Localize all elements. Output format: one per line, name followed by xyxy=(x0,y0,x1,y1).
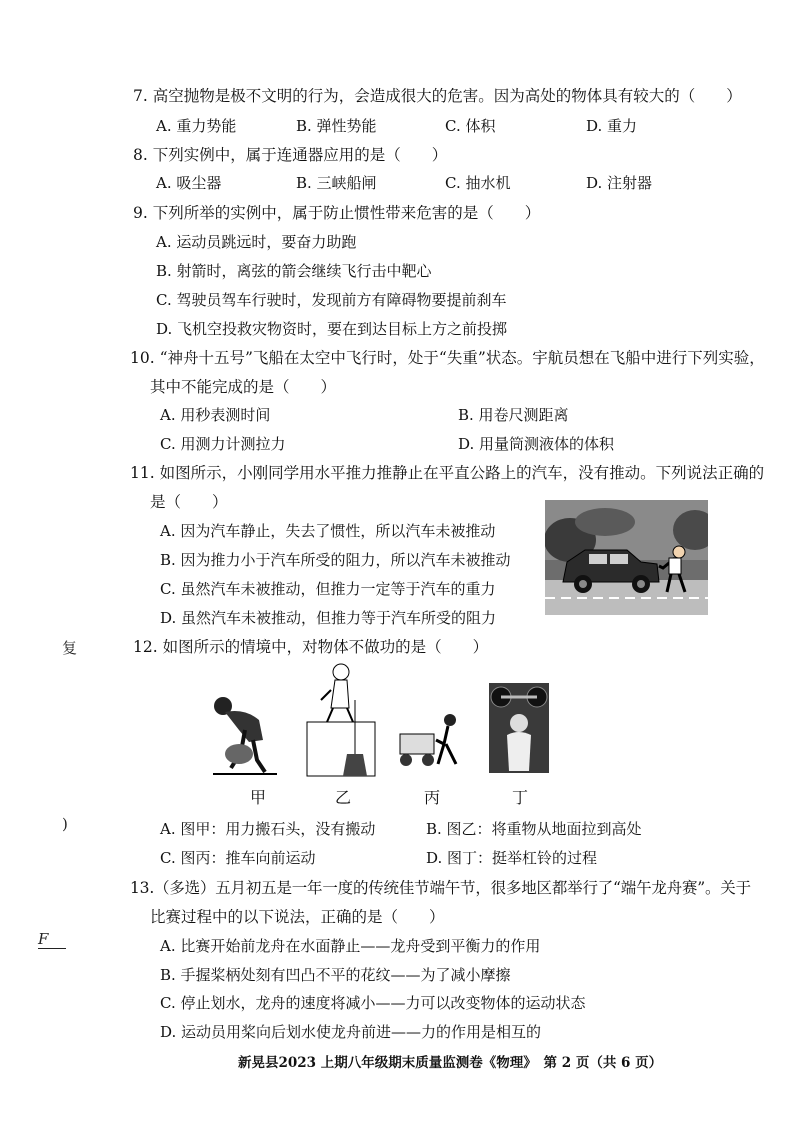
q12-figure-bing xyxy=(398,712,468,772)
question-7-option-b: B. 弹性势能 xyxy=(296,117,377,135)
question-8-option-c: C. 抽水机 xyxy=(445,174,511,192)
lifting-stone-illustration xyxy=(205,690,281,776)
question-11-option-b: B. 因为推力小于汽车所受的阻力，所以汽车未被推动 xyxy=(160,551,511,569)
question-8-option-b: B. 三峡船闸 xyxy=(296,174,377,192)
question-13-stem-line2: 比赛过程中的以下说法，正确的是（ ） xyxy=(150,908,445,926)
question-9-option-c: C. 驾驶员驾车行驶时，发现前方有障碍物要提前刹车 xyxy=(156,291,507,309)
q12-label-bing: 丙 xyxy=(424,788,441,807)
question-13-option-d: D. 运动员用桨向后划水使龙舟前进——力的作用是相互的 xyxy=(160,1023,542,1041)
question-7-option-c: C. 体积 xyxy=(445,117,496,135)
q11-figure-car-push xyxy=(545,500,708,615)
question-10-stem-line1: 10. “神舟十五号”飞船在太空中飞行时，处于“失重”状态。宇航员想在飞船中进行下列实验， xyxy=(130,349,765,367)
margin-f-mark xyxy=(38,930,66,949)
margin-char: 复 xyxy=(62,639,78,657)
question-8-option-d: D. 注射器 xyxy=(586,174,653,192)
page-footer: 新晃县2023 上期八年级期末质量监测卷《物理》 第 2 页（共 6 页） xyxy=(238,1055,663,1071)
question-10-option-c: C. 用测力计测拉力 xyxy=(160,435,286,453)
weightlifting-illustration xyxy=(489,683,549,773)
q12-figure-jia xyxy=(205,690,281,776)
question-7-option-a: A. 重力势能 xyxy=(156,117,237,135)
question-13-option-a: A. 比赛开始前龙舟在水面静止——龙舟受到平衡力的作用 xyxy=(160,937,541,955)
question-13-option-c: C. 停止划水，龙舟的速度将减小——力可以改变物体的运动状态 xyxy=(160,994,586,1012)
question-12-option-a: A. 图甲：用力搬石头，没有搬动 xyxy=(160,820,376,838)
pulling-weight-illustration xyxy=(305,660,377,778)
car-push-illustration xyxy=(545,500,708,615)
question-10-stem-line2: 其中不能完成的是（ ） xyxy=(150,378,337,396)
margin-paren: ) xyxy=(62,815,68,833)
question-9-option-b: B. 射箭时，离弦的箭会继续飞行击中靶心 xyxy=(156,262,432,280)
q12-label-ding: 丁 xyxy=(512,788,529,807)
question-11-option-a: A. 因为汽车静止，失去了惯性，所以汽车未被推动 xyxy=(160,522,496,540)
question-10-option-a: A. 用秒表测时间 xyxy=(160,406,271,424)
question-7-stem: 7. 高空抛物是极不文明的行为，会造成很大的危害。因为高处的物体具有较大的（ ） xyxy=(133,87,742,105)
pushing-cart-illustration xyxy=(398,712,468,772)
question-9-option-d: D. 飞机空投救灾物资时，要在到达目标上方之前投掷 xyxy=(156,320,508,338)
question-13-stem-line1: 13.（多选）五月初五是一年一度的传统佳节端午节，很多地区都举行了“端午龙舟赛”。关于 xyxy=(130,879,751,897)
q12-figure-yi xyxy=(305,660,377,778)
question-7-option-d: D. 重力 xyxy=(586,117,638,135)
question-11-stem-line1: 11. 如图所示，小刚同学用水平推力推静止在平直公路上的汽车，没有推动。下列说法正确的 xyxy=(130,464,765,482)
question-8-option-a: A. 吸尘器 xyxy=(156,174,222,192)
question-10-option-b: B. 用卷尺测距离 xyxy=(458,406,569,424)
question-12-option-d: D. 图丁：挺举杠铃的过程 xyxy=(426,849,598,867)
margin-f-text: F xyxy=(38,930,49,948)
question-13-option-b: B. 手握桨柄处刻有凹凸不平的花纹——为了减小摩擦 xyxy=(160,966,511,984)
question-9-option-a: A. 运动员跳远时，要奋力助跑 xyxy=(156,233,357,251)
question-8-stem: 8. 下列实例中，属于连通器应用的是（ ） xyxy=(133,146,448,164)
question-11-stem-line2: 是（ ） xyxy=(150,493,228,511)
question-11-option-d: D. 虽然汽车未被推动，但推力等于汽车所受的阻力 xyxy=(160,609,497,627)
question-10-option-d: D. 用量筒测液体的体积 xyxy=(458,435,615,453)
q12-label-yi: 乙 xyxy=(335,788,352,807)
question-9-stem: 9. 下列所举的实例中，属于防止惯性带来危害的是（ ） xyxy=(133,204,541,222)
question-11-option-c: C. 虽然汽车未被推动，但推力一定等于汽车的重力 xyxy=(160,580,496,598)
question-12-option-b: B. 图乙：将重物从地面拉到高处 xyxy=(426,820,642,838)
question-12-option-c: C. 图丙：推车向前运动 xyxy=(160,849,316,867)
question-12-stem: 12. 如图所示的情境中，对物体不做功的是（ ） xyxy=(133,638,489,656)
q12-label-jia: 甲 xyxy=(250,788,267,807)
q12-figure-ding xyxy=(489,683,549,773)
